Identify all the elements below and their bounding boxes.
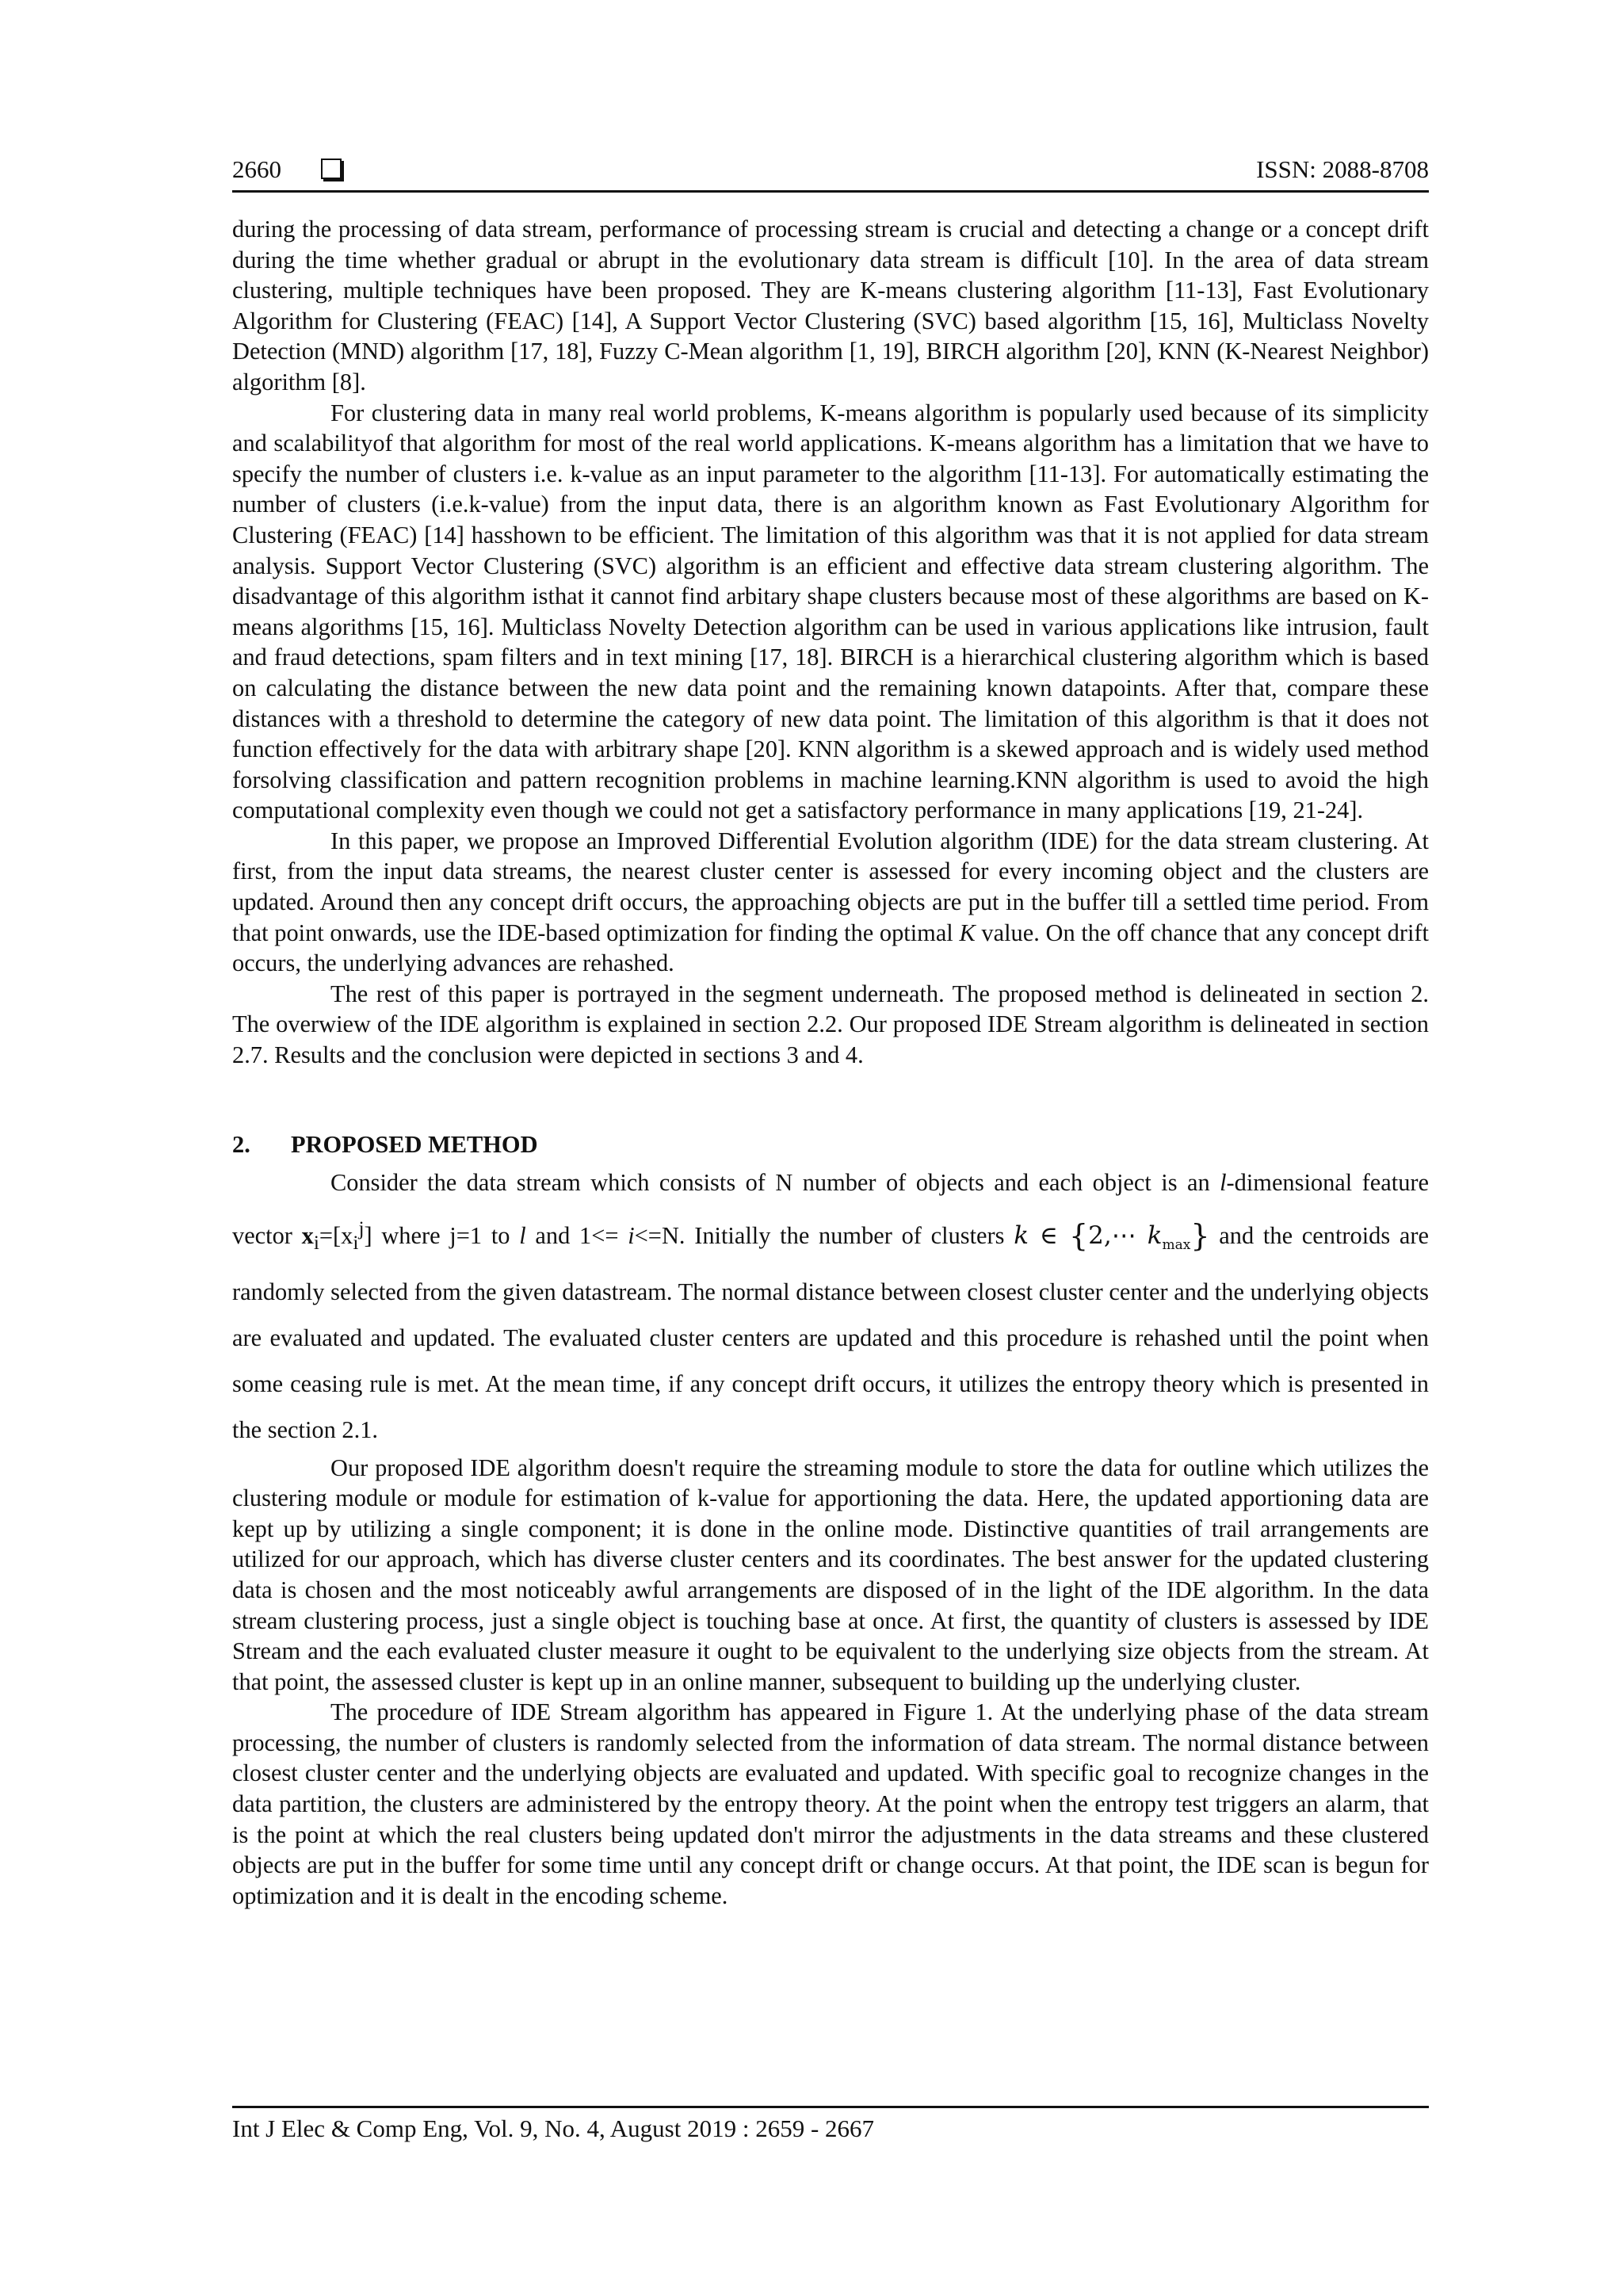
body-paragraph: Consider the data stream which consists of N number of objects and each object is an l-dimensional feature vector $x_i=[x_i^j]$ where j=1 to l and 1<= i<=N. Initially the number of clusters k ∈ {2,⋯ $k_{max}$} and the centroids are randomly selected from the given datastream. The normal distance between closest cluster center and the underlying objects are evaluated and updated. The evaluated cluster centers are updated and this procedure is rehashed until the point when some ceasing rule is met. At the mean time, if any concept drift occurs, it utilizes the entropy theory which is presented in the section 2.1. [232,1169,1430,1443]
page-header [232,152,1429,193]
square-bullet-icon [321,159,342,179]
section-heading [232,1129,1429,1160]
section-title: PROPOSED METHOD [291,1130,538,1158]
body-paragraph: In this paper, we propose an Improved Differential Evolution algorithm (IDE) for the data stream clustering. At first, from the input data streams, the nearest cluster center is assessed for every incoming object and the clusters are updated. Around then any concept drift occurs, the approaching objects are put in the buffer till a settled time period. From that point onwards, use the IDE-based optimization for finding the optimal K value. On the off chance that any concept drift occurs, the underlying advances are rehashed. [232,827,1429,977]
body-paragraph: The procedure of IDE Stream algorithm has appeared in Figure 1. At the underlying phase of the data stream processing, the number of clusters is randomly selected from the information of data stream. The normal distance between closest cluster center and the underlying objects are evaluated and updated. With specific goal to recognize changes in the data partition, the clusters are administered by the entropy theory. At the point when the entropy test triggers an alarm, that is the point at which the real clusters being updated don't mirror the adjustments in the data streams and these clustered objects are put in the buffer for some time until any concept drift or change occurs. At that point, the IDE scan is begun for optimization and it is dealt in the encoding scheme. [232,1698,1429,1909]
journal-issn: ISSN: 2088-8708 [1256,155,1429,183]
journal-citation: Int J Elec & Comp Eng, Vol. 9, No. 4, August 2019 : 2659 - 2667 [232,2115,875,2142]
body-paragraph: during the processing of data stream, performance of processing stream is crucial and detecting a change or a concept drift during the time whether gradual or abrupt in the evolutionary data stream is difficult [10]. In the area of data stream clustering, multiple techniques have been proposed. They are K-means clustering algorithm [11-13], Fast Evolutionary Algorithm for Clustering (FEAC) [14], A Support Vector Clustering (SVC) based algorithm [15, 16], Multiclass Novelty Detection (MND) algorithm [17, 18], Fuzzy C-Mean algorithm [1, 19], BIRCH algorithm [20], KNN (K-Nearest Neighbor) algorithm [8]. [232,216,1429,395]
article-body [232,214,1429,1911]
body-paragraph: Our proposed IDE algorithm doesn't require the streaming module to store the data for outline which utilizes the clustering module or module for estimation of k-value for apportioning the data. Here, the updated apportioning data are kept up by utilizing a single component; it is done in the online mode. Distinctive quantities of trail arrangements are utilized for our approach, which has diverse cluster centers and its coordinates. The best answer for the updated clustering data is chosen and the most noticeably awful arrangements are disposed of in the light of the IDE algorithm. In the data stream clustering process, just a single object is touching base at once. At first, the quantity of clusters is assessed by IDE Stream and the each evaluated cluster measure it ought to be equivalent to the underlying size objects from the stream. At that point, the assessed cluster is kept up in an online manner, subsequent to building up the underlying cluster. [232,1454,1429,1695]
section-number: 2. [232,1130,250,1158]
page-footer [232,2106,1429,2143]
page-number: 2660 [232,155,281,183]
cluster-range-formula: k ∈ {2,⋯ $k_{max}$} [1014,1218,1210,1254]
body-paragraph: The rest of this paper is portrayed in the segment underneath. The proposed method is delineated in section 2. The overwiew of the IDE algorithm is explained in section 2.2. Our proposed IDE Stream algorithm is delineated in section 2.7. Results and the conclusion were depicted in sections 3 and 4. [232,980,1429,1069]
body-paragraph: For clustering data in many real world problems, K-means algorithm is popularly used because of its simplicity and scalabilityof that algorithm for most of the real world applications. K-means algorithm has a limitation that we have to specify the number of clusters i.e. k-value as an input parameter to the algorithm [11-13]. For automatically estimating the number of clusters (i.e.k-value) from the input data, there is an algorithm known as Fast Evolutionary Algorithm for Clustering (FEAC) [14] hasshown to be efficient. The limitation of this algorithm was that it is not applied for data stream analysis. Support Vector Clustering (SVC) algorithm is an efficient and effective data stream clustering algorithm. The disadvantage of this algorithm isthat it cannot find arbitary shape clusters because most of these algorithms are based on K-means algorithms [15, 16]. Multiclass Novelty Detection algorithm can be used in various applications like intrusion, fault and fraud detections, spam filters and in text mining [17, 18]. BIRCH is a hierarchical clustering algorithm which is based on calculating the distance between the new data point and the remaining known datapoints. After that, compare these distances with a threshold to determine the category of new data point. The limitation of this algorithm is that it does not function effectively for the data with arbitrary shape [20]. KNN algorithm is a skewed approach and is widely used method forsolving classification and pattern recognition problems in machine learning.KNN algorithm is used to avoid the high computational complexity even though we could not get a satisfactory performance in many applications [19, 21-24]. [232,399,1429,824]
